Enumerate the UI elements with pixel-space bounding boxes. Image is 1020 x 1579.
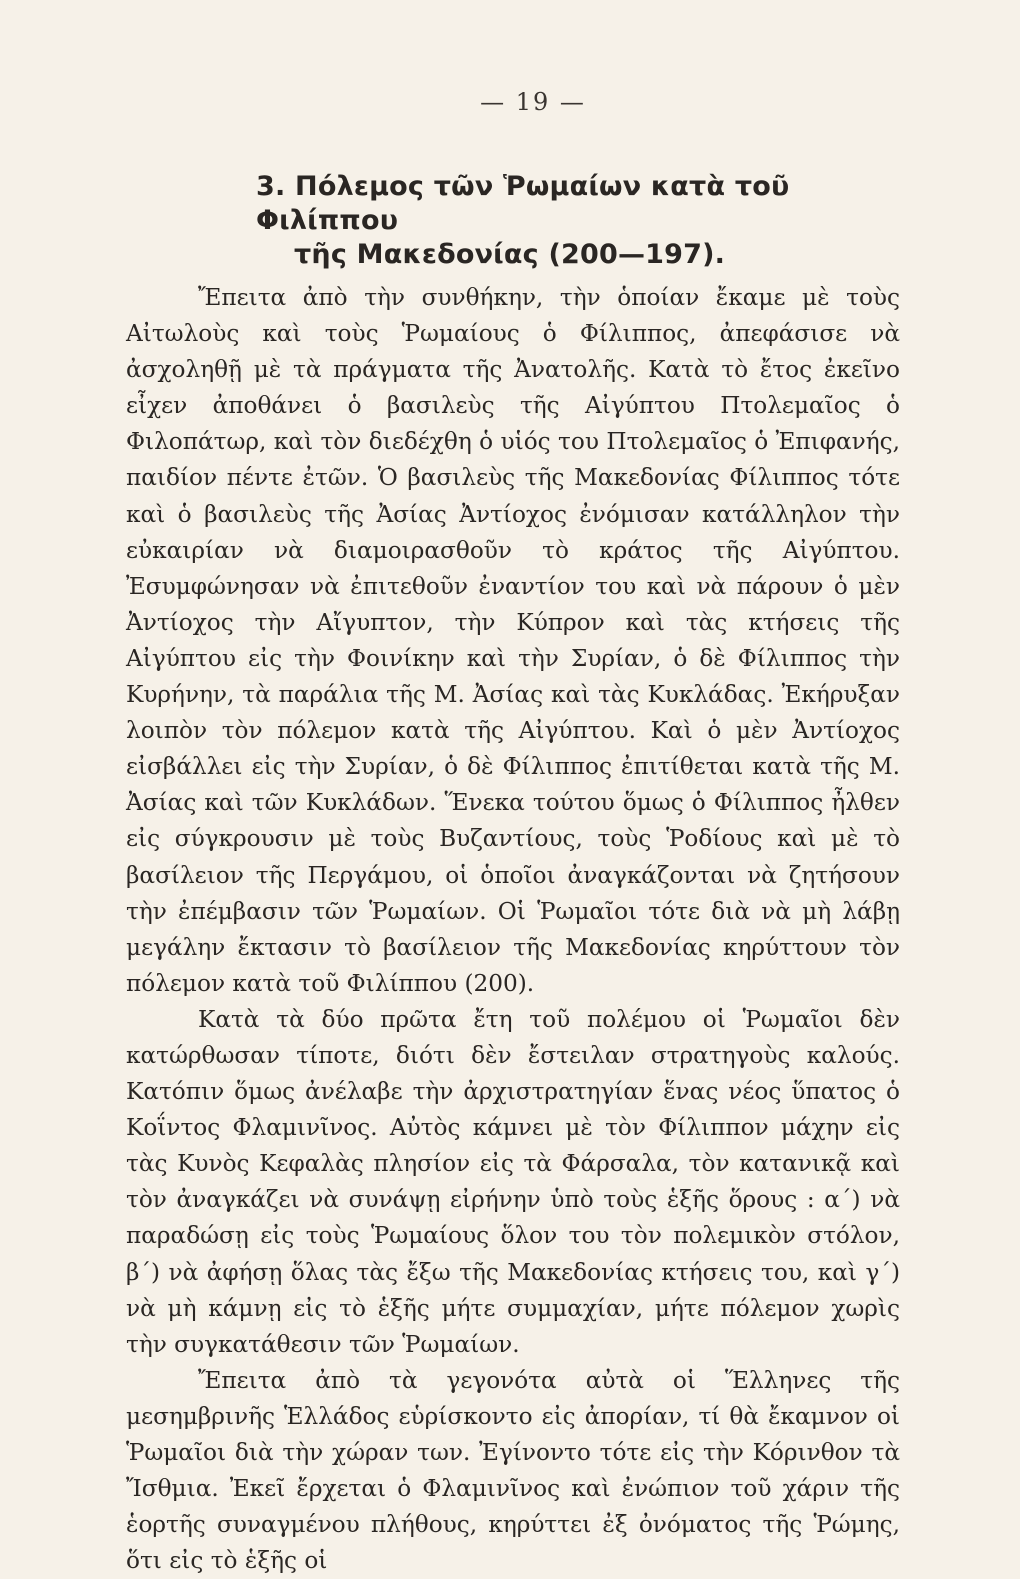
section-heading <box>126 170 900 272</box>
paragraph-1: Ἔπειτα ἀπὸ τὴν συνθήκην, τὴν ὁποίαν ἔκαμε μὲ τοὺς Αἰτωλοὺς καὶ τοὺς Ῥωμαίους ὁ Φίλιππος, ἀπεφάσισε νὰ ἀσχοληθῇ μὲ τὰ πράγματα τῆς Ἀνατολῆς. Κατὰ τὸ ἔτος ἐκεῖνο εἶχεν ἀποθάνει ὁ βασιλεὺς τῆς Αἰγύπτου Πτολεμαῖος ὁ Φιλοπάτωρ, καὶ τὸν διεδέχθη ὁ υἱός του Πτολεμαῖος ὁ Ἐπιφανής, παιδίον πέντε ἐτῶν. Ὁ βασιλεὺς τῆς Μακεδονίας Φίλιππος τότε καὶ ὁ βασιλεὺς τῆς Ἀσίας Ἀντίοχος ἐνόμισαν κατάλληλον τὴν εὐκαιρίαν νὰ διαμοιρασθοῦν τὸ κράτος τῆς Αἰγύπτου. Ἐσυμφώνησαν νὰ ἐπιτεθοῦν ἐναντίον του καὶ νὰ πάρουν ὁ μὲν Ἀντίοχος τὴν Αἴγυπτον, τὴν Κύπρον καὶ τὰς κτήσεις τῆς Αἰγύπτου εἰς τὴν Φοινίκην καὶ τὴν Συρίαν, ὁ δὲ Φίλιππος τὴν Κυρήνην, τὰ παράλια τῆς Μ. Ἀσίας καὶ τὰς Κυκλάδας. Ἐκήρυξαν λοιπὸν τὸν πόλεμον κατὰ τῆς Αἰγύπτου. Καὶ ὁ μὲν Ἀντίοχος εἰσβάλλει εἰς τὴν Συρίαν, ὁ δὲ Φίλιππος ἐπιτίθεται κατὰ τῆς Μ. Ἀσίας καὶ τῶν Κυκλάδων. Ἕνεκα τούτου ὅμως ὁ Φίλιππος ἦλθεν εἰς σύγκρουσιν μὲ τοὺς Βυζαντίους, τοὺς Ῥοδίους καὶ μὲ τὸ βασίλειον τῆς Περγάμου, οἱ ὁποῖοι ἀναγκάζονται νὰ ζητήσουν τὴν ἐπέμβασιν τῶν Ῥωμαίων. Οἱ Ῥωμαῖοι τότε διὰ νὰ μὴ λάβῃ μεγάλην ἔκτασιν τὸ βασίλειον τῆς Μακεδονίας κηρύττουν τὸν πόλεμον κατὰ τοῦ Φιλίππου (200). <box>126 284 900 997</box>
section-heading-line-1: 3. Πόλεμος τῶν Ῥωμαίων κατὰ τοῦ Φιλίππου <box>256 171 790 236</box>
paragraph-2: Κατὰ τὰ δύο πρῶτα ἔτη τοῦ πολέμου οἱ Ῥωμαῖοι δὲν κατώρθωσαν τίποτε, διότι δὲν ἔστειλαν στρατηγοὺς καλούς. Κατόπιν ὅμως ἀνέλαβε τὴν ἀρχιστρατηγίαν ἕνας νέος ὕπατος ὁ Κοΐντος Φλαμινῖνος. Αὐτὸς κάμνει μὲ τὸν Φίλιππον μάχην εἰς τὰς Κυνὸς Κεφαλὰς πλησίον εἰς τὰ Φάρσαλα, τὸν κατανικᾷ καὶ τὸν ἀναγκάζει νὰ συνάψῃ εἰρήνην ὑπὸ τοὺς ἑξῆς ὅρους : α΄) νὰ παραδώσῃ εἰς τοὺς Ῥωμαίους ὅλον του τὸν πολεμικὸν στόλον, β΄) νὰ ἀφήσῃ ὅλας τὰς ἔξω τῆς Μακεδονίας κτήσεις του, καὶ γ΄) νὰ μὴ κάμνῃ εἰς τὸ ἑξῆς μήτε συμμαχίαν, μήτε πόλεμον χωρὶς τὴν συγκατάθεσιν τῶν Ῥωμαίων. <box>126 1005 900 1358</box>
page-number: — 19 — <box>480 88 586 116</box>
paragraph-3: Ἔπειτα ἀπὸ τὰ γεγονότα αὐτὰ οἱ Ἕλληνες τῆς μεσημβρινῆς Ἑλλάδος εὑρίσκοντο εἰς ἀπορίαν, τί θὰ ἔκαμνον οἱ Ῥωμαῖοι διὰ τὴν χώραν των. Ἐγίνοντο τότε εἰς τὴν Κόρινθον τὰ Ἴσθμια. Ἐκεῖ ἔρχεται ὁ Φλαμινῖνος καὶ ἐνώπιον τοῦ χάριν τῆς ἑορτῆς συναγμένου πλήθους, κηρύττει ἐξ ὀνόματος τῆς Ῥώμης, ὅτι εἰς τὸ ἑξῆς οἱ <box>126 1366 900 1575</box>
section-heading-line-2: τῆς Μακεδονίας (200—197). <box>294 239 726 270</box>
